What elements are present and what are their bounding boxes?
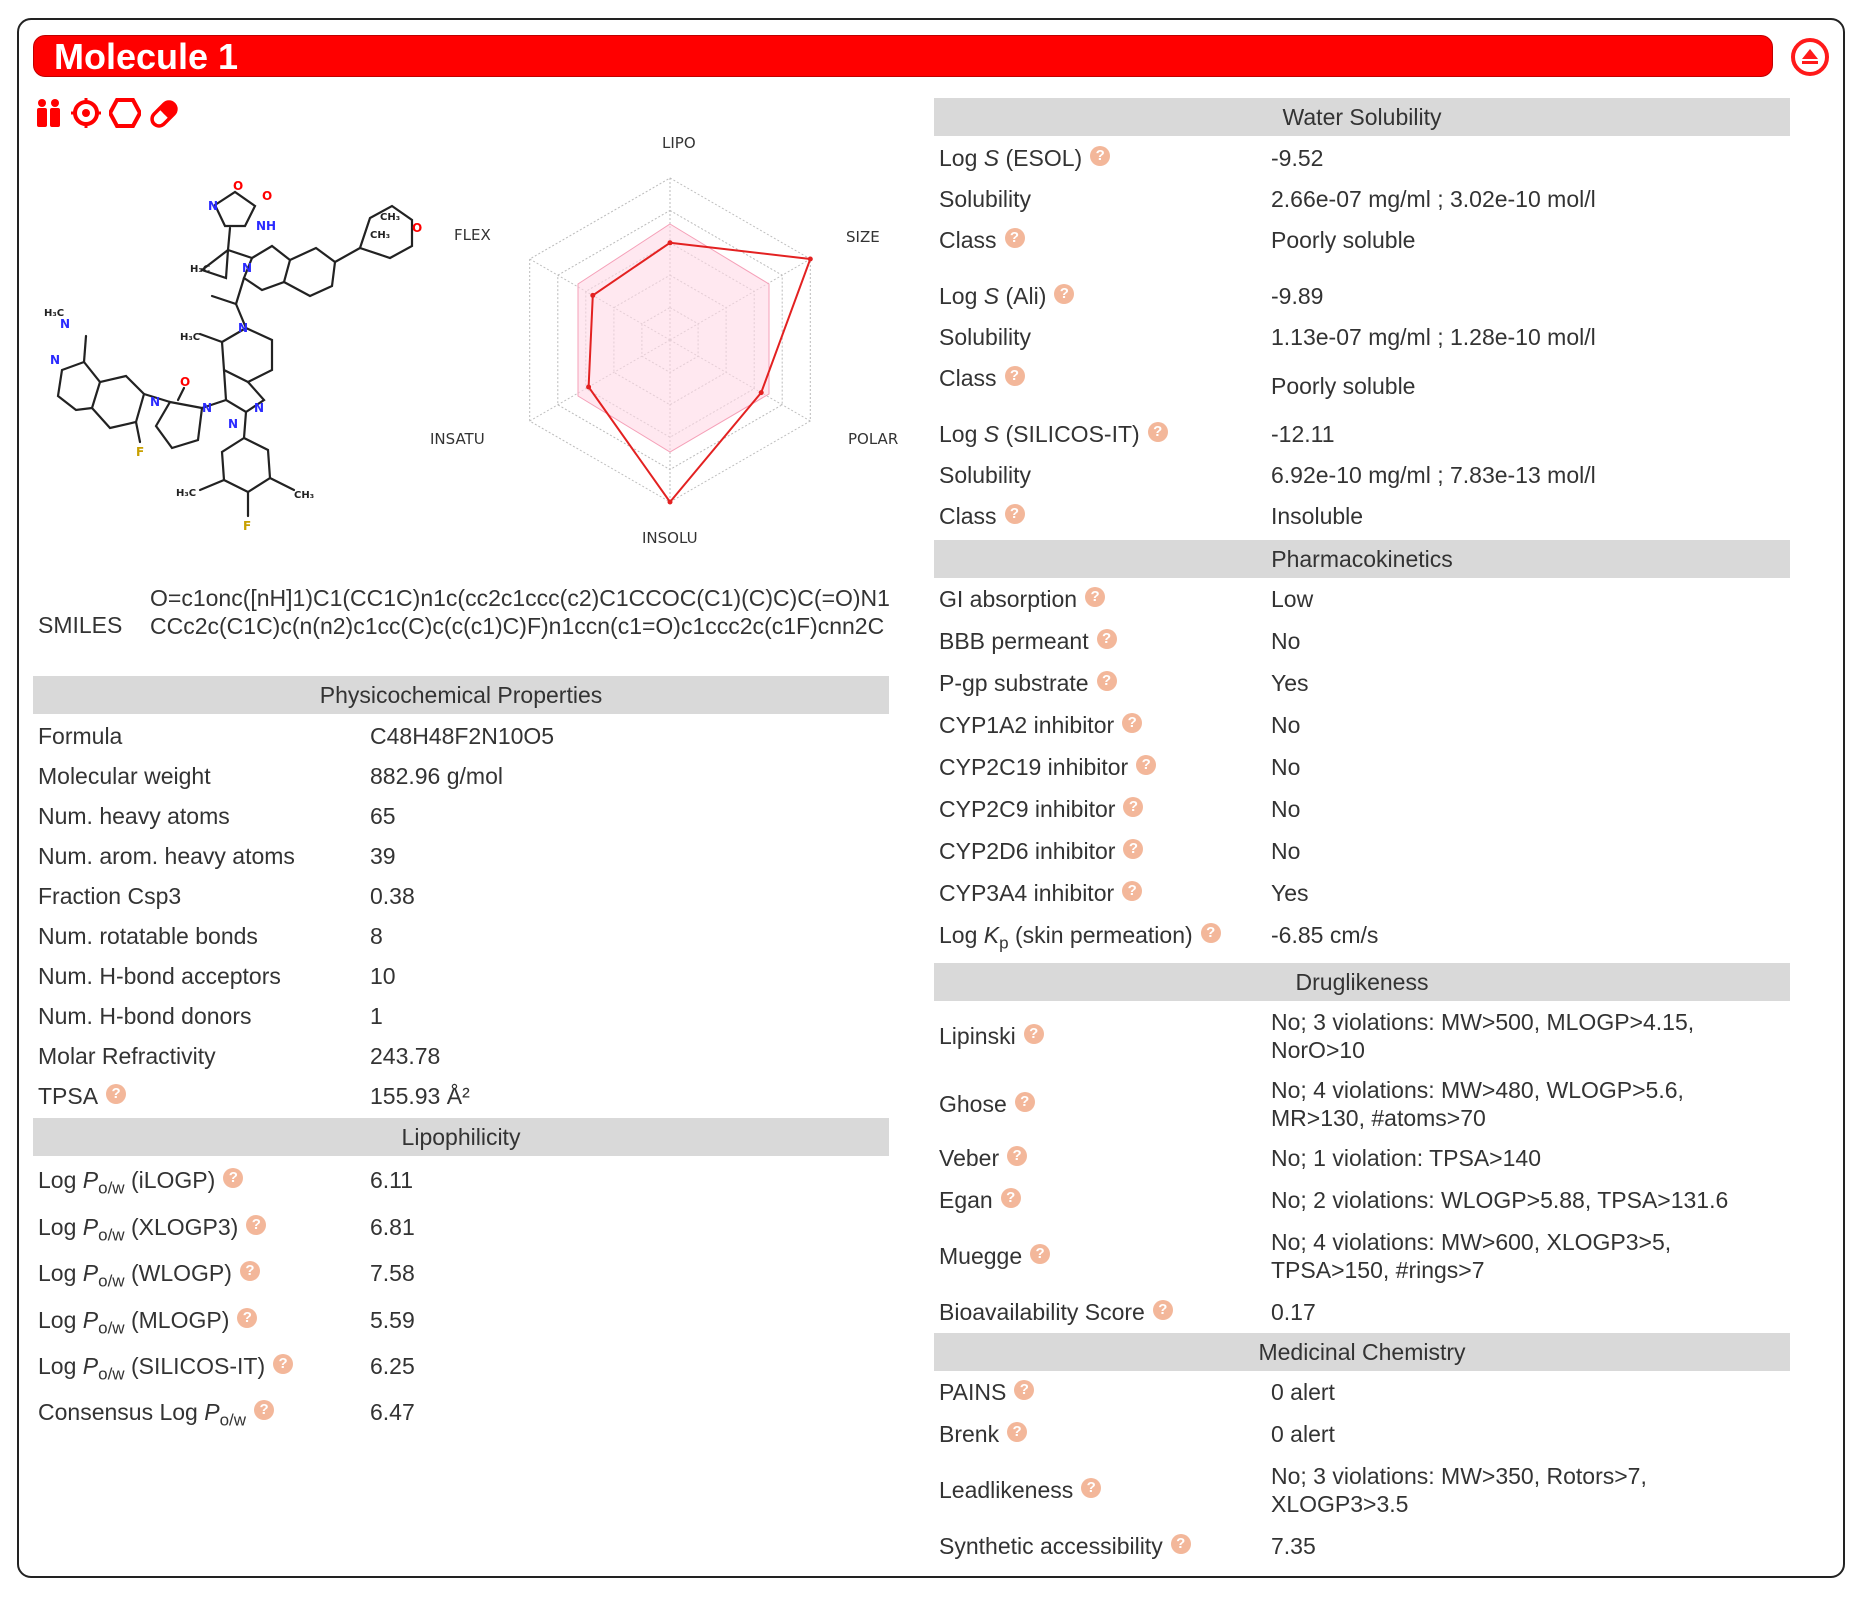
medchem-row-label: Brenk — [939, 1421, 1000, 1447]
druglikeness-row-name — [939, 1186, 1021, 1214]
property-label: Num. arom. heavy atoms — [38, 843, 295, 869]
help-icon[interactable]: ? — [1090, 146, 1110, 166]
medchem-row-value — [1271, 1462, 1647, 1518]
target-icon[interactable] — [71, 98, 101, 133]
help-icon[interactable]: ? — [1015, 1092, 1035, 1112]
medchem-row-value — [1271, 1420, 1335, 1448]
druglikeness-row-value — [1271, 1008, 1694, 1064]
pk-property — [939, 669, 1117, 697]
radar-point-size — [808, 257, 813, 262]
pk-value: No — [1271, 712, 1301, 738]
help-icon[interactable]: ? — [237, 1308, 257, 1328]
class-value: Poorly soluble — [1271, 373, 1416, 399]
physchem-row — [38, 722, 878, 752]
help-icon[interactable]: ? — [1085, 587, 1105, 607]
p-symbol: P — [204, 1399, 220, 1425]
physchem-row — [38, 962, 878, 992]
pk-value: Yes — [1271, 670, 1309, 696]
class-text: Class — [939, 365, 997, 391]
solubility-label: Solubility — [939, 186, 1032, 212]
bioavailability-radar — [420, 130, 920, 550]
skin-permeation-label — [939, 921, 1221, 958]
solubility-label: Solubility — [939, 462, 1032, 488]
ow-subscript: o/w — [98, 1178, 125, 1198]
help-icon[interactable]: ? — [273, 1354, 293, 1374]
pk-property — [939, 753, 1156, 781]
medchem-row — [939, 1378, 1779, 1408]
druglikeness-row-value — [1271, 1186, 1728, 1214]
lipophilicity-method — [38, 1306, 257, 1343]
pk-value: No — [1271, 628, 1301, 654]
molecule-structure — [40, 150, 430, 540]
atom-label: N — [208, 199, 219, 213]
help-icon[interactable]: ? — [1171, 1534, 1191, 1554]
property-name — [38, 722, 122, 750]
property-label: Fraction Csp3 — [38, 883, 182, 909]
class-row — [939, 502, 1779, 532]
pk-label: GI absorption — [939, 586, 1078, 612]
property-value: 0.38 — [370, 883, 415, 909]
help-icon[interactable]: ? — [1005, 228, 1025, 248]
value-line-1: 0.17 — [1271, 1299, 1316, 1325]
radar-point-lipo — [668, 240, 673, 245]
log-label: Log — [939, 421, 978, 447]
solubility-value: 1.13e-07 mg/ml ; 1.28e-10 mol/l — [1271, 324, 1596, 350]
physchem-row — [38, 802, 878, 832]
log-s-value: -9.52 — [1271, 145, 1324, 171]
lipophilicity-method — [38, 1259, 260, 1296]
property-value: 10 — [370, 963, 396, 989]
p-symbol: P — [82, 1307, 99, 1333]
atom-label: N — [50, 353, 61, 367]
pk-row — [939, 753, 1779, 783]
property-label: Num. heavy atoms — [38, 803, 230, 829]
value-line-1: No; 4 violations: MW>480, WLOGP>5.6, — [1271, 1077, 1684, 1103]
lipophilicity-value: 6.11 — [370, 1167, 414, 1193]
atom-label: CH₃ — [370, 230, 391, 241]
solubility-row — [939, 461, 1779, 491]
s-symbol: S — [983, 145, 1000, 171]
method-name: (iLOGP) — [130, 1167, 216, 1193]
lipophilicity-method — [38, 1166, 243, 1203]
lipophilicity-row — [38, 1213, 878, 1247]
pk-value: No — [1271, 838, 1301, 864]
property-value: 243.78 — [370, 1043, 441, 1069]
pk-value: No — [1271, 796, 1301, 822]
smiles-value: O=c1onc([nH]1)C1(CC1C)n1c(cc2c1ccc(c2)C1CCOC(C1)(C)C)C(=O)N1CCc2c(C1C)c(n(n2)c1cc(C)c(c(c1)C)F)n1ccn(c1=O)c1ccc2c(c1F)cnn2C — [150, 585, 890, 639]
pk-row — [939, 711, 1779, 741]
people-icon[interactable] — [35, 98, 63, 133]
atom-label: N — [202, 401, 213, 415]
medchem-row-label: Synthetic accessibility — [939, 1533, 1163, 1559]
pk-row — [939, 627, 1779, 657]
p-symbol: P — [82, 1260, 99, 1286]
value-line-2: XLOGP3>3.5 — [1271, 1491, 1409, 1517]
section-pharmacokinetics: Pharmacokinetics — [934, 540, 1790, 578]
physchem-row — [38, 842, 878, 872]
skin-permeation-value: -6.85 cm/s — [1271, 922, 1379, 948]
smiles-label: SMILES — [38, 612, 123, 638]
class-value: Poorly soluble — [1271, 227, 1416, 253]
method-name: (ESOL) — [1005, 145, 1083, 171]
collapse-up-icon — [1799, 46, 1821, 68]
help-icon[interactable]: ? — [1007, 1422, 1027, 1442]
druglikeness-row — [939, 1144, 1779, 1174]
property-label: Num. rotatable bonds — [38, 923, 258, 949]
method-name: (Ali) — [1005, 283, 1047, 309]
property-value: 1 — [370, 1003, 383, 1029]
help-icon[interactable]: ? — [1122, 881, 1142, 901]
class-value: Insoluble — [1271, 503, 1364, 529]
property-value: 882.96 g/mol — [370, 763, 503, 789]
consensus-label — [38, 1398, 274, 1435]
pk-row — [939, 837, 1779, 867]
druglikeness-row-label: Egan — [939, 1187, 993, 1213]
atom-label: CH₃ — [380, 212, 401, 223]
method-name: (XLOGP3) — [130, 1214, 239, 1240]
help-icon[interactable]: ? — [1123, 839, 1143, 859]
help-icon[interactable]: ? — [223, 1168, 243, 1188]
consensus-text: Consensus Log — [38, 1399, 198, 1425]
druglikeness-row — [939, 1076, 1779, 1134]
druglikeness-row — [939, 1228, 1779, 1286]
druglikeness-row — [939, 1186, 1779, 1216]
druglikeness-row-label: Muegge — [939, 1243, 1023, 1269]
log-label: Log — [939, 922, 978, 948]
help-icon[interactable]: ? — [1001, 1188, 1021, 1208]
physchem-row — [38, 1082, 878, 1112]
physchem-row — [38, 762, 878, 792]
section-medicinal-chemistry: Medicinal Chemistry — [934, 1333, 1790, 1371]
druglikeness-row — [939, 1008, 1779, 1066]
pk-row — [939, 585, 1779, 615]
solubility-value: 6.92e-10 mg/ml ; 7.83e-13 mol/l — [1271, 462, 1596, 488]
ow-subscript: o/w — [219, 1410, 247, 1430]
property-label: Molecular weight — [38, 763, 211, 789]
skin-permeation-row — [939, 921, 1779, 955]
property-value: 155.93 Å² — [370, 1083, 470, 1109]
atom-label: CH₃ — [294, 490, 315, 501]
class-label — [939, 226, 1025, 254]
log-s-row — [939, 144, 1779, 174]
help-icon[interactable]: ? — [1153, 1300, 1173, 1320]
help-icon[interactable]: ? — [1030, 1244, 1050, 1264]
property-name — [38, 922, 258, 950]
property-label: Molar Refractivity — [38, 1043, 216, 1069]
help-icon[interactable]: ? — [106, 1084, 126, 1104]
pk-label: CYP3A4 inhibitor — [939, 880, 1115, 906]
class-label — [939, 502, 1025, 530]
atom-label: H₃C — [44, 308, 65, 319]
medchem-row-name — [939, 1476, 1101, 1504]
druglikeness-row-label: Bioavailability Score — [939, 1299, 1145, 1325]
atom-label: N — [254, 401, 265, 415]
atom-label: O — [233, 179, 244, 193]
ow-subscript: o/w — [98, 1225, 125, 1245]
solubility-value: 2.66e-07 mg/ml ; 3.02e-10 mol/l — [1271, 186, 1596, 212]
property-name — [38, 1002, 252, 1030]
radar-axis-size: SIZE — [846, 228, 880, 246]
collapse-button[interactable] — [1791, 38, 1829, 76]
help-icon[interactable]: ? — [246, 1215, 266, 1235]
property-name — [38, 962, 281, 990]
property-name — [38, 1042, 216, 1070]
log-s-value: -9.89 — [1271, 283, 1324, 309]
s-symbol: S — [983, 283, 1000, 309]
radar-axis-lipo: LIPO — [662, 134, 696, 152]
log-label: Log — [939, 283, 978, 309]
help-icon[interactable]: ? — [1148, 422, 1168, 442]
class-text: Class — [939, 227, 997, 253]
method-name: (WLOGP) — [130, 1260, 232, 1286]
log-s-value: -12.11 — [1271, 421, 1335, 447]
atom-label: H₃C — [190, 264, 211, 275]
radar-point-polar — [759, 390, 764, 395]
log-s-row — [939, 420, 1779, 450]
medchem-row — [939, 1462, 1779, 1520]
druglikeness-row-name — [939, 1144, 1027, 1172]
medchem-row-name — [939, 1532, 1191, 1560]
druglikeness-row-name — [939, 1242, 1050, 1270]
help-icon[interactable]: ? — [1054, 284, 1074, 304]
value-line-2: MR>130, #atoms>70 — [1271, 1105, 1486, 1131]
lipophilicity-value: 6.25 — [370, 1353, 415, 1379]
atom-label: NH — [256, 219, 277, 233]
property-name — [38, 842, 295, 870]
druglikeness-row-name — [939, 1090, 1035, 1118]
help-icon[interactable]: ? — [1005, 504, 1025, 524]
pk-property — [939, 585, 1105, 613]
radar-point-insatu — [586, 385, 591, 390]
property-name — [38, 802, 230, 830]
help-icon[interactable]: ? — [1007, 1146, 1027, 1166]
hexagon-icon[interactable] — [109, 98, 141, 133]
druglikeness-row — [939, 1298, 1779, 1328]
help-icon[interactable]: ? — [240, 1261, 260, 1281]
druglikeness-row-value — [1271, 1144, 1541, 1172]
radar-point-flex — [590, 293, 595, 298]
pk-row — [939, 879, 1779, 909]
help-icon[interactable]: ? — [1136, 755, 1156, 775]
pk-label: CYP2D6 inhibitor — [939, 838, 1116, 864]
druglikeness-row-name — [939, 1298, 1173, 1326]
log-label: Log — [38, 1260, 77, 1286]
radar-axis-polar: POLAR — [848, 430, 899, 448]
lipophilicity-row — [38, 1352, 878, 1386]
molecule-title-bar — [33, 35, 1773, 77]
pk-property — [939, 837, 1143, 865]
method-name: (MLOGP) — [130, 1307, 230, 1333]
atom-label: O — [262, 189, 273, 203]
consensus-row — [38, 1398, 878, 1432]
atom-label: O — [412, 221, 423, 235]
class-label — [939, 364, 1025, 392]
help-icon[interactable]: ? — [1122, 713, 1142, 733]
druglikeness-row-label: Ghose — [939, 1091, 1007, 1117]
atom-label: N — [242, 261, 253, 275]
class-text: Class — [939, 503, 997, 529]
medchem-row-label: PAINS — [939, 1379, 1007, 1405]
class-row — [939, 226, 1779, 256]
property-value: 65 — [370, 803, 396, 829]
druglikeness-row-name — [939, 1022, 1044, 1050]
property-value: 39 — [370, 843, 396, 869]
lipophilicity-row — [38, 1259, 878, 1293]
help-icon[interactable]: ? — [1005, 366, 1025, 386]
pk-property — [939, 627, 1117, 655]
atom-label: N — [238, 321, 249, 335]
lipophilicity-method — [38, 1213, 266, 1250]
radar-axis-insolu: INSOLU — [642, 529, 698, 547]
class-row — [939, 364, 1779, 399]
k-symbol: K — [983, 922, 1000, 948]
section-physicochemical: Physicochemical Properties — [33, 676, 889, 714]
pk-label: CYP2C19 inhibitor — [939, 754, 1129, 780]
solubility-row — [939, 185, 1779, 215]
pk-row — [939, 669, 1779, 699]
pk-label: CYP1A2 inhibitor — [939, 712, 1115, 738]
help-icon[interactable]: ? — [1024, 1024, 1044, 1044]
property-label: Num. H-bond acceptors — [38, 963, 281, 989]
physchem-row — [38, 1042, 878, 1072]
pk-property — [939, 795, 1143, 823]
lipophilicity-value: 6.81 — [370, 1214, 415, 1240]
lipophilicity-value: 5.59 — [370, 1307, 415, 1333]
lipophilicity-row — [38, 1166, 878, 1200]
property-value: 8 — [370, 923, 383, 949]
log-label: Log — [38, 1167, 77, 1193]
ow-subscript: o/w — [98, 1318, 125, 1338]
property-name — [38, 882, 181, 910]
medchem-row — [939, 1420, 1779, 1450]
atom-label: H₃C — [176, 488, 197, 499]
log-s-label — [939, 144, 1110, 172]
value-line-1: 7.35 — [1271, 1533, 1316, 1559]
ow-subscript: o/w — [98, 1364, 125, 1384]
physchem-row — [38, 882, 878, 912]
druglikeness-row-value — [1271, 1298, 1316, 1326]
lipophilicity-row — [38, 1306, 878, 1340]
druglikeness-row-label: Veber — [939, 1145, 1000, 1171]
medchem-row — [939, 1532, 1779, 1562]
pill-icon[interactable] — [148, 98, 180, 135]
pk-property — [939, 879, 1142, 907]
value-line-1: No; 2 violations: WLOGP>5.88, TPSA>131.6 — [1271, 1187, 1729, 1213]
pk-property — [939, 711, 1142, 739]
druglikeness-row-value — [1271, 1076, 1684, 1132]
skin-permeation-text: (skin permeation) — [1014, 922, 1193, 948]
atom-label: N — [150, 395, 161, 409]
atom-label: N — [228, 417, 239, 431]
help-icon[interactable]: ? — [1123, 797, 1143, 817]
help-icon[interactable]: ? — [1097, 671, 1117, 691]
physchem-row — [38, 922, 878, 952]
section-druglikeness: Druglikeness — [934, 963, 1790, 1001]
medchem-row-value — [1271, 1532, 1316, 1560]
property-label: TPSA — [38, 1083, 99, 1109]
help-icon[interactable]: ? — [1097, 629, 1117, 649]
pk-value: Low — [1271, 586, 1314, 612]
method-name: (SILICOS-IT) — [130, 1353, 266, 1379]
value-line-1: No; 4 violations: MW>600, XLOGP3>5, — [1271, 1229, 1672, 1255]
property-label: Formula — [38, 723, 123, 749]
solubility-row — [939, 323, 1779, 353]
physchem-row — [38, 1002, 878, 1032]
log-s-label — [939, 282, 1074, 310]
help-icon[interactable]: ? — [1081, 1478, 1101, 1498]
medchem-row-name — [939, 1378, 1034, 1406]
atom-label: H₃C — [180, 332, 201, 343]
druglikeness-row-label: Lipinski — [939, 1023, 1016, 1049]
medchem-row-label: Leadlikeness — [939, 1477, 1074, 1503]
method-name: (SILICOS-IT) — [1005, 421, 1140, 447]
s-symbol: S — [983, 421, 1000, 447]
p-subscript: p — [999, 933, 1009, 953]
help-icon[interactable]: ? — [1201, 923, 1221, 943]
radar-axis-flex: FLEX — [454, 226, 491, 244]
medchem-row-name — [939, 1420, 1027, 1448]
property-label: Num. H-bond donors — [38, 1003, 252, 1029]
pk-value: No — [1271, 754, 1301, 780]
atom-label: O — [180, 375, 191, 389]
value-line-2: TPSA>150, #rings>7 — [1271, 1257, 1485, 1283]
pk-value: Yes — [1271, 880, 1309, 906]
help-icon[interactable]: ? — [254, 1400, 274, 1420]
pk-row — [939, 795, 1779, 825]
property-value: C48H48F2N10O5 — [370, 723, 555, 749]
section-water-solubility: Water Solubility — [934, 98, 1790, 136]
value-line-1: No; 3 violations: MW>350, Rotors>7, — [1271, 1463, 1647, 1489]
druglikeness-row-value — [1271, 1228, 1671, 1284]
p-symbol: P — [82, 1214, 99, 1240]
section-lipophilicity: Lipophilicity — [33, 1118, 889, 1156]
property-name — [38, 762, 211, 790]
log-s-row — [939, 282, 1779, 312]
molecule-title: Molecule 1 — [54, 36, 239, 77]
value-line-1: No; 3 violations: MW>500, MLOGP>4.15, — [1271, 1009, 1695, 1035]
p-symbol: P — [82, 1353, 99, 1379]
medchem-row-value — [1271, 1378, 1335, 1406]
property-name — [38, 1082, 126, 1110]
atom-label: N — [60, 317, 71, 331]
ow-subscript: o/w — [98, 1271, 125, 1291]
radar-axis-insatu: INSATU — [430, 430, 485, 448]
pk-label: CYP2C9 inhibitor — [939, 796, 1116, 822]
pk-label: P-gp substrate — [939, 670, 1089, 696]
value-line-1: 0 alert — [1271, 1421, 1335, 1447]
atom-label: F — [136, 445, 145, 459]
lipophilicity-value: 7.58 — [370, 1260, 415, 1286]
radar-point-insolu — [668, 500, 673, 505]
pk-label: BBB permeant — [939, 628, 1089, 654]
value-line-1: 0 alert — [1271, 1379, 1335, 1405]
value-line-2: NorO>10 — [1271, 1037, 1365, 1063]
solubility-label: Solubility — [939, 324, 1032, 350]
help-icon[interactable]: ? — [1014, 1380, 1034, 1400]
atom-label: F — [243, 519, 252, 533]
log-label: Log — [38, 1214, 77, 1240]
log-label: Log — [38, 1307, 77, 1333]
p-symbol: P — [82, 1167, 99, 1193]
consensus-value: 6.47 — [370, 1399, 415, 1425]
lipophilicity-method — [38, 1352, 293, 1389]
value-line-1: No; 1 violation: TPSA>140 — [1271, 1145, 1541, 1171]
log-s-label — [939, 420, 1168, 448]
log-label: Log — [939, 145, 978, 171]
log-label: Log — [38, 1353, 77, 1379]
